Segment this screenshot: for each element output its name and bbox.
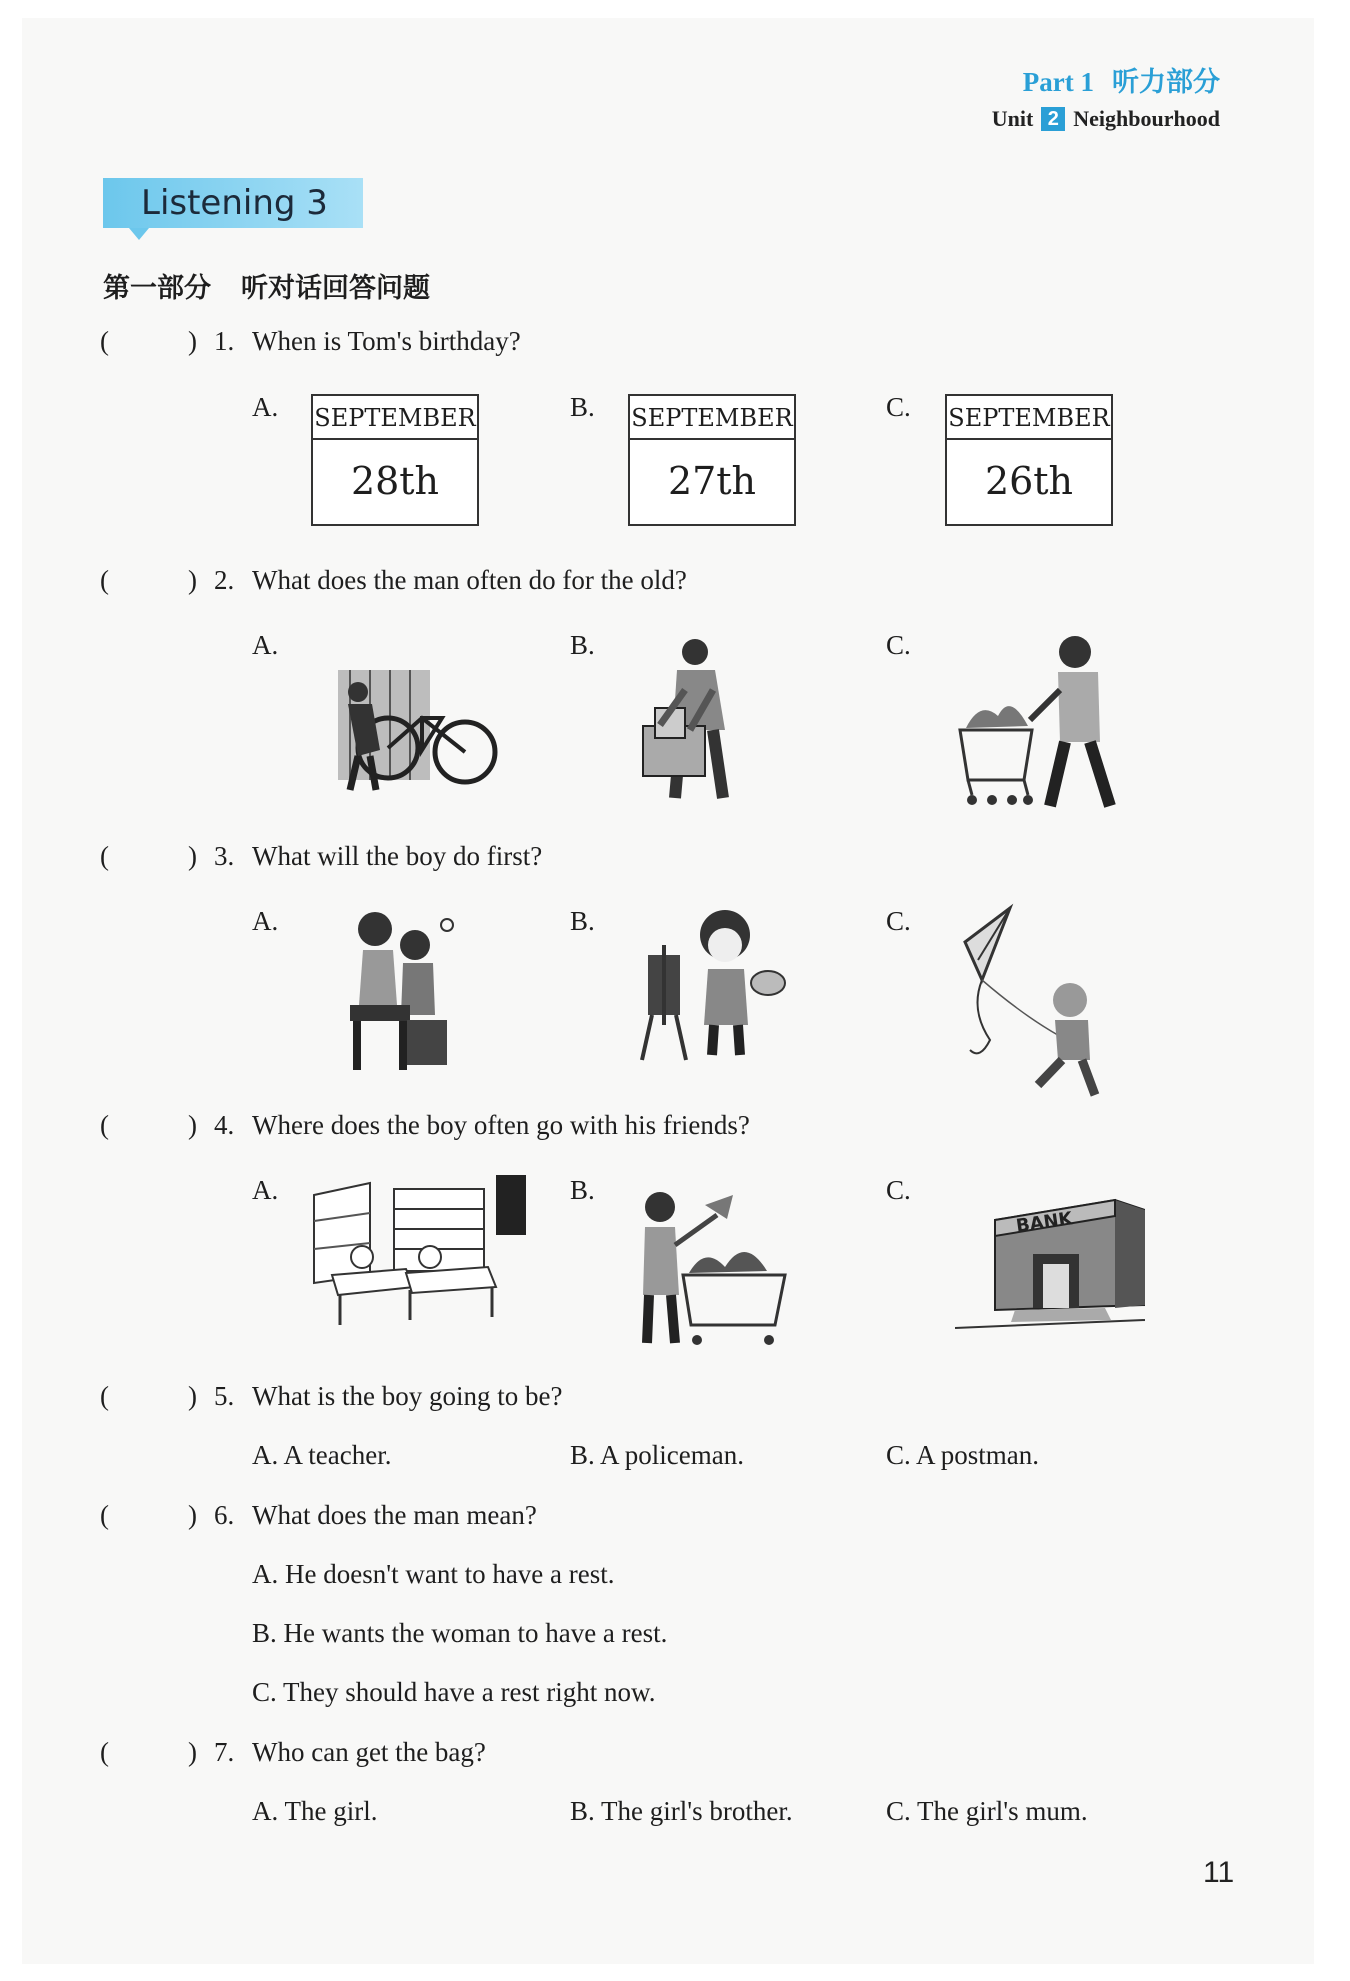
answer-blank-close: ) [188, 565, 197, 595]
option-letter: C. [252, 1677, 277, 1707]
calendar-day: 26th [984, 459, 1074, 503]
page-number: 11 [1203, 1856, 1235, 1889]
option-letter: C. [886, 1175, 911, 1205]
option-b [570, 1796, 793, 1827]
calendar-month: SEPTEMBER [630, 396, 794, 440]
man-repairing-bicycle-image[interactable] [330, 660, 505, 800]
answer-blank-close: ) [188, 326, 197, 356]
option-letter: A. [252, 1175, 279, 1205]
question-3 [100, 841, 542, 872]
option-letter: A. [252, 1440, 279, 1470]
unit-number-badge: 2 [1041, 107, 1065, 131]
option-letter: A. [252, 1796, 279, 1826]
option-a [252, 1440, 391, 1471]
answer-blank-close: ) [188, 1110, 197, 1140]
option-letter: B. [570, 1175, 595, 1205]
answer-blank-open[interactable]: ( [100, 1381, 109, 1411]
question-text: Where does the boy often go with his friends? [252, 1110, 750, 1140]
question-text: When is Tom's birthday? [252, 326, 521, 356]
option-letter: B. [570, 392, 595, 422]
answer-blank-open[interactable]: ( [100, 326, 109, 356]
option-letter: C. [886, 906, 911, 936]
option-text: The girl's mum. [917, 1796, 1088, 1826]
option-c [886, 1440, 1039, 1471]
option-c [252, 1677, 655, 1708]
answer-blank-open[interactable]: ( [100, 1500, 109, 1530]
option-letter: B. [570, 630, 595, 660]
boy-flying-kite-image[interactable] [940, 900, 1120, 1100]
option-text: He doesn't want to have a rest. [285, 1559, 615, 1589]
bank-image[interactable] [955, 1180, 1145, 1330]
option-text: He wants the woman to have a rest. [283, 1618, 668, 1648]
answer-blank-open[interactable]: ( [100, 1110, 109, 1140]
boys-doing-homework-image[interactable] [345, 905, 460, 1075]
option-text: A postman. [916, 1440, 1040, 1470]
calendar-month: SEPTEMBER [947, 396, 1111, 440]
calendar-card-a[interactable] [311, 394, 479, 526]
calendar-card-c[interactable] [945, 394, 1113, 526]
section-title [103, 266, 430, 305]
banner-label: Listening 3 [141, 183, 328, 223]
option-letter: B. [570, 1440, 595, 1470]
section-number: 第一部分 [103, 273, 211, 304]
option-c [886, 1796, 1088, 1827]
question-text: What does the man mean? [252, 1500, 537, 1530]
question-number: 6. [214, 1500, 235, 1530]
answer-blank-open[interactable]: ( [100, 1737, 109, 1767]
listening-banner [103, 178, 363, 228]
option-letter: A. [252, 630, 279, 660]
answer-blank-open[interactable]: ( [100, 841, 109, 871]
answer-blank-close: ) [188, 1500, 197, 1530]
unit-title: Neighbourhood [1073, 106, 1220, 131]
question-number: 4. [214, 1110, 235, 1140]
option-letter: C. [886, 1440, 911, 1470]
part-header [1023, 60, 1220, 99]
question-7 [100, 1737, 486, 1768]
option-letter: B. [570, 906, 595, 936]
library-image[interactable] [310, 1175, 530, 1330]
answer-blank-close: ) [188, 841, 197, 871]
question-text: What is the boy going to be? [252, 1381, 563, 1411]
option-text: A teacher. [283, 1440, 392, 1470]
calendar-day: 27th [667, 459, 757, 503]
option-a [252, 1796, 378, 1827]
supermarket-image[interactable] [635, 1175, 795, 1350]
question-4 [100, 1110, 750, 1141]
question-number: 3. [214, 841, 235, 871]
boy-painting-image[interactable] [640, 905, 790, 1065]
calendar-day: 28th [350, 459, 440, 503]
answer-blank-open[interactable]: ( [100, 565, 109, 595]
answer-blank-close: ) [188, 1737, 197, 1767]
option-text: They should have a rest right now. [283, 1677, 656, 1707]
unit-label: Unit [991, 106, 1034, 131]
option-letter: A. [252, 392, 279, 422]
section-heading: 听对话回答问题 [241, 273, 430, 304]
man-pushing-shopping-cart-image[interactable] [950, 630, 1140, 815]
option-text: The girl's brother. [601, 1796, 793, 1826]
calendar-month: SEPTEMBER [313, 396, 477, 440]
option-letter: C. [886, 630, 911, 660]
question-text: What does the man often do for the old? [252, 565, 687, 595]
part-label-cn: 听力部分 [1112, 67, 1220, 98]
option-text: A policeman. [600, 1440, 744, 1470]
question-number: 1. [214, 326, 235, 356]
answer-blank-close: ) [188, 1381, 197, 1411]
option-b [570, 1440, 744, 1471]
option-a [252, 1559, 615, 1590]
option-letter: C. [886, 392, 911, 422]
question-text: Who can get the bag? [252, 1737, 486, 1767]
part-label: Part 1 [1022, 67, 1094, 97]
option-letter: B. [252, 1618, 277, 1648]
question-number: 2. [214, 565, 235, 595]
bank-sign-text: BANK [1014, 1208, 1074, 1237]
question-text: What will the boy do first? [252, 841, 543, 871]
question-5 [100, 1381, 562, 1412]
question-number: 7. [214, 1737, 235, 1767]
calendar-card-b[interactable] [628, 394, 796, 526]
option-text: The girl. [284, 1796, 378, 1826]
option-letter: C. [886, 1796, 911, 1826]
question-1 [100, 326, 521, 357]
option-b [252, 1618, 667, 1649]
question-number: 5. [214, 1381, 235, 1411]
option-letter: A. [252, 906, 279, 936]
option-letter: A. [252, 1559, 279, 1589]
question-2 [100, 565, 687, 596]
option-letter: B. [570, 1796, 595, 1826]
unit-header [992, 106, 1220, 132]
question-6 [100, 1500, 537, 1531]
man-moving-boxes-image[interactable] [635, 630, 755, 805]
